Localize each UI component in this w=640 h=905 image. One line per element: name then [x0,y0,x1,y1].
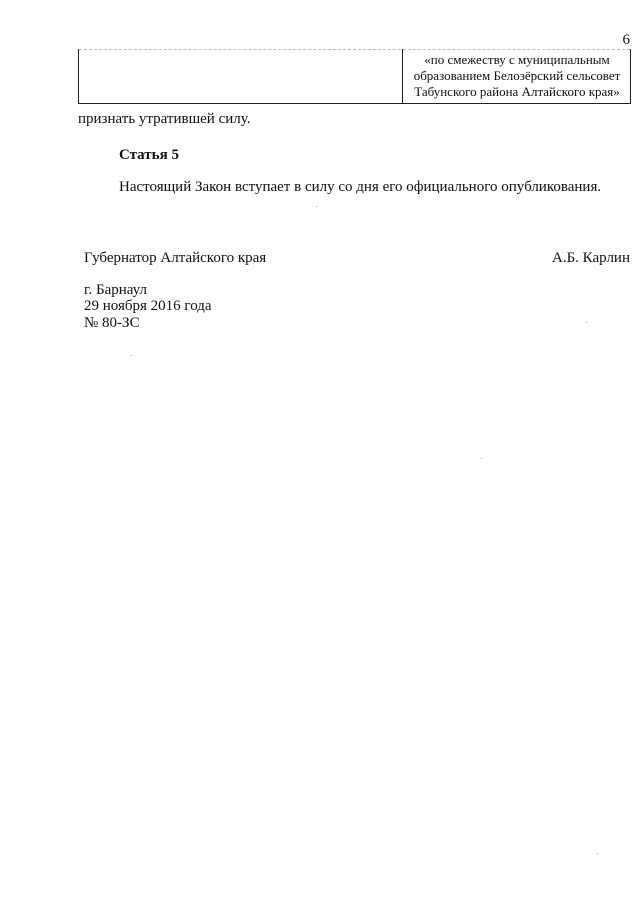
table-right-cell [403,52,631,100]
signing-date: 29 ноября 2016 года [84,298,212,314]
scan-speck [131,355,132,356]
law-number: № 80-ЗС [84,315,140,331]
scan-speck [481,458,482,459]
table-cell-line-3: Табунского района Алтайского края» [414,84,620,99]
place-of-signing: г. Барнаул [84,282,147,298]
article-title: Статья 5 [119,147,179,163]
scan-speck [586,322,587,323]
article-text: Настоящий Закон вступает в силу со дня его официального опубликования. [119,179,602,195]
page-number: 6 [622,32,630,48]
continuation-text: признать утратившей силу. [78,111,251,127]
table-top-border [79,49,630,50]
table-cell-line-2: образованием Белозёрский сельсовет [413,68,621,83]
table-fragment [78,49,631,104]
signature-name: А.Б. Карлин [551,250,630,266]
scan-speck [597,853,598,854]
signature-position: Губернатор Алтайского края [84,250,267,266]
table-cell-line-1: «по смежеству с муниципальным [424,52,610,67]
scan-speck [316,206,317,207]
